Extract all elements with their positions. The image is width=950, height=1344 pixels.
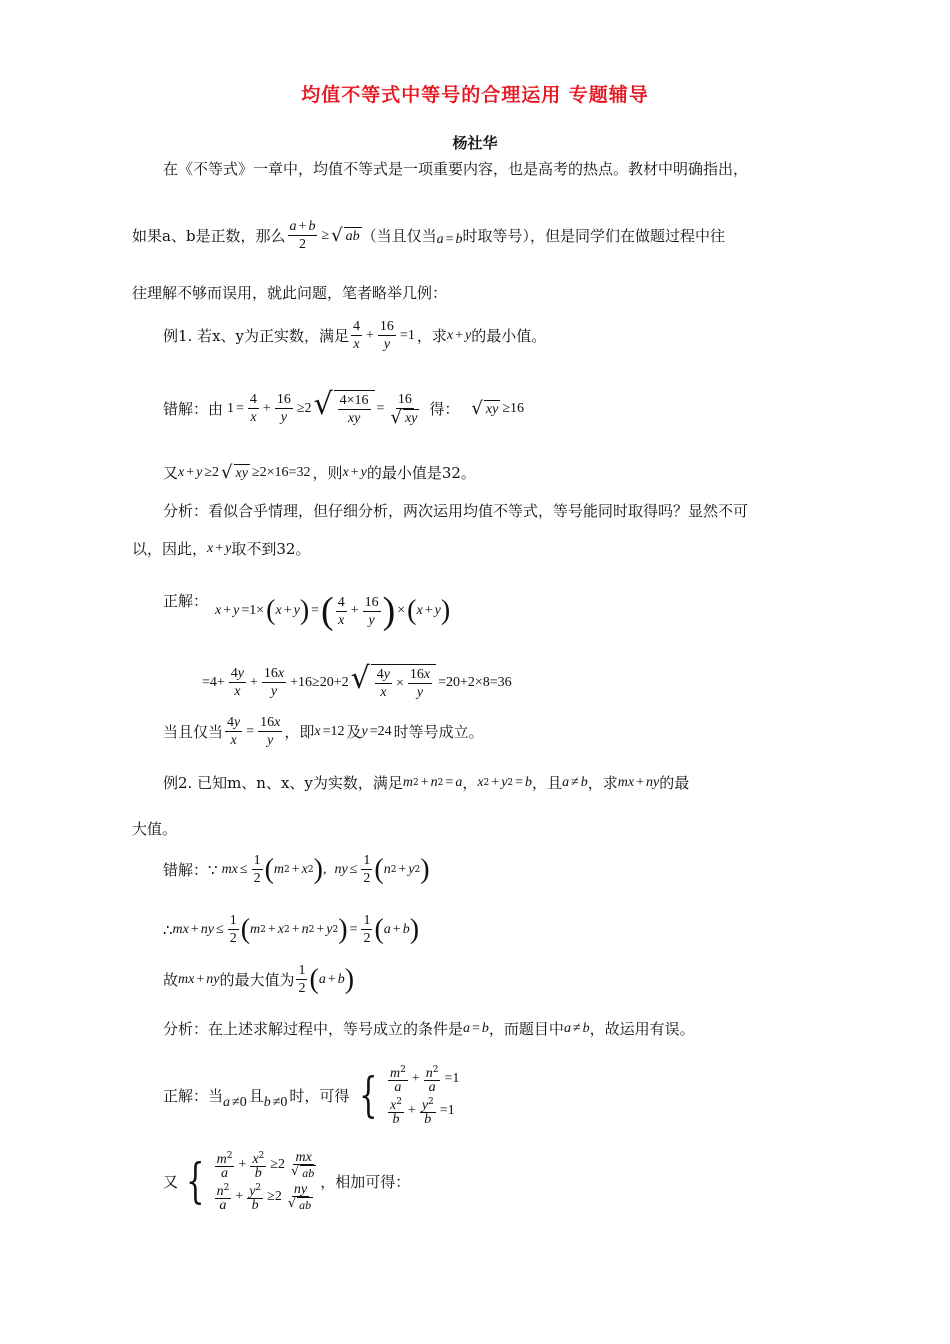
ex2-statement: 例2. 已知m、n、x、y为实数，满足 m 2 + n 2 = a ， x 2 + y 2 = b ，且 a ≠ b ，求 mx + ny 的最	[163, 774, 690, 792]
intro-line-1: 在《不等式》一章中，均值不等式是一项重要内容，也是高考的热点。教材中明确指出，	[163, 160, 749, 178]
ex2-analysis: 分析：在上述求解过程中，等号成立的条件是 a = b ，而题目中 a ≠ b ，故运用有误。	[163, 1020, 695, 1038]
ex2-wrong-max: 故 mx + ny 的最大值为 $\frac{1}{2}$ ( a + b )	[163, 963, 355, 996]
formula-a-plus-b-over-2: $\frac{a + b}{2}$	[289, 219, 316, 252]
ex1-equality-condition: 当且仅当 $\frac{4y}{x}$ = $\frac{16x}{y}$ ，即 x =12 及 y =24 时等号成立。	[163, 715, 484, 748]
system-equations: { $\frac{m^2}{a}$ + $\frac{n^2}{a}$ =1 $\frac{x^2}{b}$ + $\frac{y^2}{b}$ =1	[359, 1065, 460, 1127]
ex1-wrong-solution: 错解：由 1 = $\frac{4}{x}$ + $\frac{16}{y}$ ≥2 √ $\frac{4\times 16}{xy}$ = 16 √ xy 得： √ xy ≥16	[163, 387, 524, 428]
ex1-correct-eq-2: =4+ $\frac{4y}{x}$ + $\frac{16x}{y}$ +16≥20+2 √ $\frac{4y}{x}$ × $\frac{16x}{y}$ =20+2×8=36	[202, 661, 512, 700]
ex2-wrong-solution: 错解： ∵ mx ≤ $\frac{1}{2}$ ( m 2 + x 2 ) , ny ≤ $\frac{1}{2}$ ( n 2 + y 2 )	[163, 853, 430, 886]
author-name: 杨社华	[452, 134, 498, 152]
ex2-wrong-solution-2: ∴ mx + ny ≤ $\frac{1}{2}$ ( m 2 + x 2 + n 2 + y 2 ) = $\frac{1}{2}$ ( a + b )	[163, 913, 420, 946]
ex1-wrong-solution-2: 又 x + y ≥2 √ xy ≥2×16=32 ，则 x + y 的最小值是32。	[163, 461, 476, 483]
ex2-correct-solution: 正解：当 a ≠0 且 b ≠0 时，可得 { $\frac{m^2}{a}$ + $\frac{n^2}{a}$ =1 $\frac{x^2}{b}$ + $\frac{y^2}{b}$ =1	[163, 1065, 460, 1127]
system-inequalities: { $\frac{m^2}{a}$ + $\frac{x^2}{b}$ ≥2 mx √ ab $\frac{n^2}{a}$ + $\frac{y^2}{b}$ ≥2 ny √ ab	[186, 1149, 315, 1213]
ex1-analysis-1: 分析：看似合乎情理，但仔细分析，两次运用均值不等式，等号能同时取得吗？显然不可	[163, 502, 749, 520]
ex1-correct-eq-1: x + y =1× ( x + y ) = ( $\frac{4}{x}$ + $\frac{16}{y}$ ) × ( x + y )	[215, 590, 451, 632]
ex2-correct-inequalities: 又 { $\frac{m^2}{a}$ + $\frac{x^2}{b}$ ≥2 mx √ ab $\frac{n^2}{a}$ + $\frac{y^2}{b}$ ≥2 ny √ ab ，相加可得：	[163, 1149, 411, 1213]
formula-sqrt-ab: √ ab	[331, 224, 360, 246]
intro-line-3: 往理解不够而误用，就此问题，笔者略举几例：	[132, 284, 448, 302]
ex1-statement: 例1. 若x、y为正实数，满足 $\frac{4}{x}$ + $\frac{16}{y}$ =1 ，求 x + y 的最小值。	[163, 319, 547, 352]
ex1-correct-label: 正解：	[163, 592, 209, 610]
intro-line-2: 如果a、b是正数，那么 $\frac{a + b}{2}$ ≥ √ ab （当且仅当 a = b 时取等号），但是同学们在做题过程中往	[132, 219, 726, 252]
ex2-statement-2: 大值。	[132, 820, 178, 838]
ex1-analysis-2: 以，因此， x + y 取不到32。	[132, 540, 311, 558]
page-title: 均值不等式中等号的合理运用 专题辅导	[301, 84, 649, 106]
